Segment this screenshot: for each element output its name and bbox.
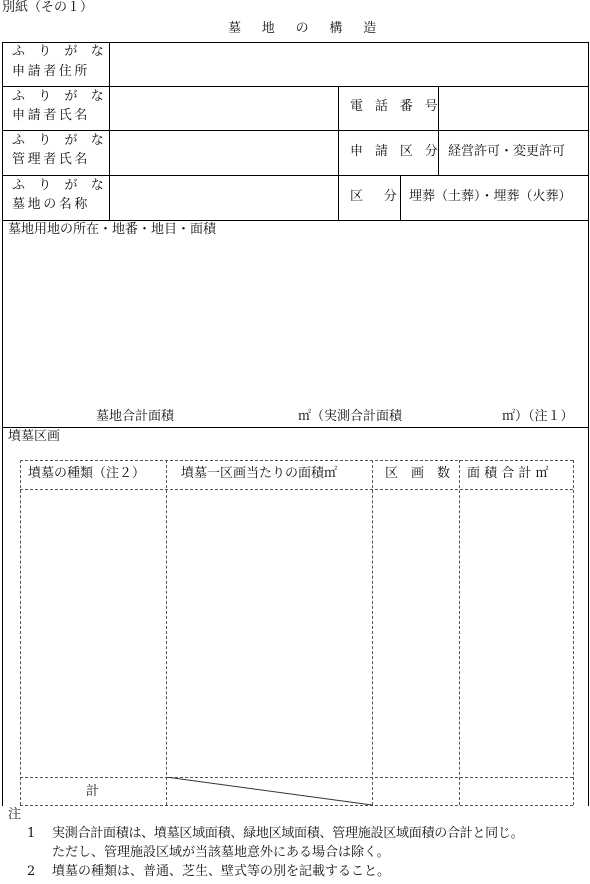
manager-name-label: 管理者氏名 xyxy=(12,152,91,167)
plots-heading: 墳墓区画 xyxy=(8,429,61,444)
furigana-label-cemetery: ふ り が な xyxy=(12,178,109,193)
column-header-grave-type: 墳墓の種類（注２） xyxy=(28,466,146,481)
attachment-label: 別紙（その１） xyxy=(2,0,94,15)
location-input[interactable] xyxy=(6,242,584,402)
application-type-value[interactable]: 経営許可・変更許可 xyxy=(448,144,566,159)
note-1-text: 実測合計面積は、墳墓区域面積、緑地区域面積、管理施設区域面積の合計と同じ。 xyxy=(52,826,524,841)
manager-name-input[interactable] xyxy=(112,133,334,171)
location-heading: 墓地用地の所在・地番・地目・面積 xyxy=(8,222,217,237)
note-2-text: 墳墓の種類は、普通、芝生、壁式等の別を記載すること。 xyxy=(52,864,391,879)
furigana-label-address: ふ り が な xyxy=(12,44,109,59)
furigana-label-manager: ふ り が な xyxy=(12,133,109,148)
notes-heading: 注 xyxy=(8,807,22,822)
cemetery-name-label: 墓地の名称 xyxy=(12,197,91,212)
note-ref-label: ㎡）（注１） xyxy=(502,409,574,424)
total-area-sum-input[interactable] xyxy=(462,780,570,804)
category-label: 区 分 xyxy=(350,189,401,204)
note-1-number: 1 xyxy=(27,826,36,841)
note-1-text-continued: ただし、管理施設区域が当該墓地意外にある場合は除く。 xyxy=(52,845,390,860)
column-header-plot-count: 区 画 数 xyxy=(385,466,451,481)
measured-area-label: ㎡（実測合計面積 xyxy=(298,409,403,424)
total-area-label: 墓地合計面積 xyxy=(96,409,175,424)
total-row-label: 計 xyxy=(86,784,100,799)
column-header-total-area: 面 積 合 計 ㎡ xyxy=(467,466,549,481)
page-title: 墓 地 の 構 造 xyxy=(228,21,381,36)
column-header-area-per-plot: 墳墓一区画当たりの面積㎡ xyxy=(181,466,338,481)
note-2-number: 2 xyxy=(27,864,36,879)
area-per-plot-cell[interactable] xyxy=(169,492,369,774)
phone-number-input[interactable] xyxy=(441,89,585,127)
total-plot-count-input[interactable] xyxy=(375,780,456,804)
applicant-address-input[interactable] xyxy=(112,45,584,83)
application-type-label: 申 請 区 分 xyxy=(350,144,442,159)
furigana-label-applicant: ふ り が な xyxy=(12,89,109,104)
burial-type-value[interactable]: 埋葬（土葬）・埋葬（火葬） xyxy=(409,189,572,204)
grave-type-cell[interactable] xyxy=(23,492,163,774)
applicant-address-label: 申請者住所 xyxy=(12,64,91,79)
applicant-name-label: 申請者氏名 xyxy=(12,108,91,123)
total-row-diagonal xyxy=(166,777,373,806)
applicant-name-input[interactable] xyxy=(112,89,334,127)
phone-number-label: 電 話 番 号 xyxy=(350,99,442,114)
plot-count-cell[interactable] xyxy=(375,492,456,774)
total-area-cell[interactable] xyxy=(462,492,570,774)
cemetery-name-input[interactable] xyxy=(112,178,334,216)
